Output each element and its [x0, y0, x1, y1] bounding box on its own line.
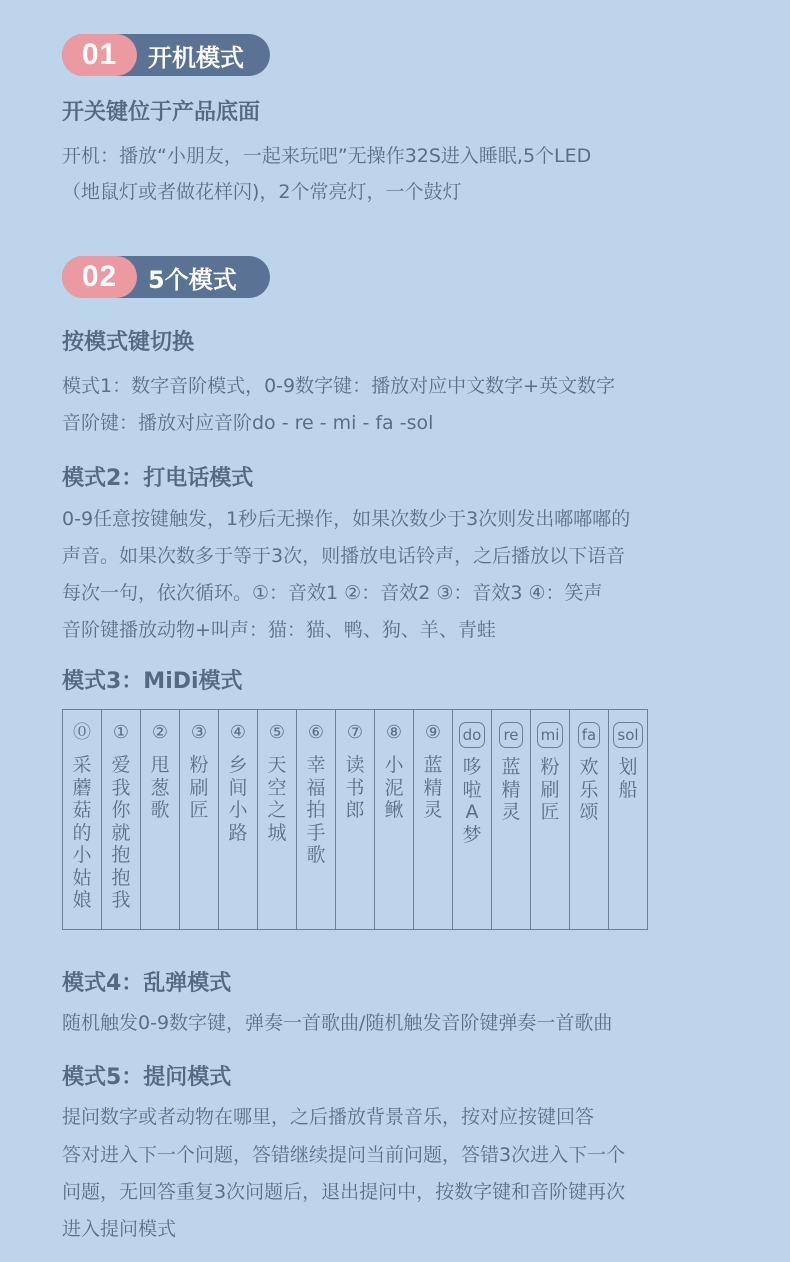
power-switch-heading: 开关键位于产品底面: [62, 100, 261, 125]
section-title: 5个模式: [148, 265, 237, 294]
midi-key-cell: [102, 710, 141, 930]
midi-key-label: ④: [229, 722, 247, 743]
mode4-heading: 模式4：乱弹模式: [62, 971, 232, 996]
midi-key-cell: [180, 710, 219, 930]
mode1-line-2: 音阶键：播放对应音阶do - re - mi - fa -sol: [62, 412, 434, 434]
midi-song-name: 蓝精灵: [501, 756, 521, 823]
midi-song-name: 乡间小路: [228, 754, 248, 844]
midi-song-name: 哆啦A梦: [462, 756, 482, 846]
mode5-heading: 模式5：提问模式: [62, 1065, 232, 1090]
midi-song-name: 采蘑菇的小姑娘: [72, 754, 92, 911]
mode5-line-3: 问题，无回答重复3次问题后，退出提问中，按数字键和音阶键再次: [62, 1181, 626, 1203]
section-number: 02: [62, 256, 137, 298]
mode2-line-1: 0-9任意按键触发，1秒后无操作，如果次数少于3次则发出嘟嘟嘟的: [62, 508, 631, 530]
section-title: 开机模式: [148, 43, 244, 72]
power-on-line-2: （地鼠灯或者做花样闪)，2个常亮灯，一个鼓灯: [62, 181, 462, 203]
midi-key-label: ⑨: [424, 722, 442, 743]
mode2-line-2: 声音。如果次数多于等于3次，则播放电话铃声，之后播放以下语音: [62, 545, 626, 567]
midi-song-name: 欢乐颂: [579, 756, 599, 823]
midi-key-label: ⑧: [385, 722, 403, 743]
section-badge-power-on: [62, 34, 270, 76]
midi-song-name: 爱我你就抱抱我: [111, 754, 131, 911]
midi-key-label: do: [459, 722, 486, 748]
midi-key-label: ①: [112, 722, 130, 743]
midi-song-name: 读书郎: [345, 754, 365, 821]
midi-song-name: 天空之城: [267, 754, 287, 844]
midi-key-cell: [219, 710, 258, 930]
midi-song-name: 划船: [618, 756, 638, 801]
midi-song-name: 粉刷匠: [189, 754, 209, 821]
midi-song-name: 甩葱歌: [150, 754, 170, 821]
midi-key-label: fa: [578, 722, 600, 748]
mode-switch-heading: 按模式键切换: [62, 330, 195, 355]
mode2-line-3: 每次一句，依次循环。①：音效1 ②：音效2 ③：音效3 ④：笑声: [62, 582, 603, 604]
section-badge-modes: [62, 256, 270, 298]
midi-key-label: ⑥: [307, 722, 325, 743]
midi-key-label: ③: [190, 722, 208, 743]
midi-key-row: [63, 710, 648, 930]
midi-key-cell: [453, 710, 492, 930]
midi-key-cell: [375, 710, 414, 930]
mode2-line-4: 音阶键播放动物+叫声：猫：猫、鸭、狗、羊、青蛙: [62, 619, 496, 641]
midi-key-cell: [609, 710, 648, 930]
midi-song-table: [62, 709, 648, 930]
midi-key-cell: [336, 710, 375, 930]
midi-song-name: 蓝精灵: [423, 754, 443, 821]
mode5-line-4: 进入提问模式: [62, 1218, 177, 1240]
mode1-line-1: 模式1：数字音阶模式，0-9数字键：播放对应中文数字+英文数字: [62, 375, 616, 397]
midi-key-label: ⓪: [73, 722, 91, 743]
midi-key-cell: [258, 710, 297, 930]
midi-key-cell: [63, 710, 102, 930]
mode2-heading: 模式2：打电话模式: [62, 466, 254, 491]
mode5-line-2: 答对进入下一个问题，答错继续提问当前问题，答错3次进入下一个: [62, 1144, 626, 1166]
midi-key-cell: [570, 710, 609, 930]
midi-key-label: re: [499, 722, 522, 748]
midi-key-cell: [414, 710, 453, 930]
midi-key-cell: [531, 710, 570, 930]
midi-key-label: sol: [613, 722, 642, 748]
midi-key-label: ②: [151, 722, 169, 743]
midi-key-cell: [492, 710, 531, 930]
midi-key-label: mi: [537, 722, 564, 748]
mode4-line-1: 随机触发0-9数字键，弹奏一首歌曲/随机触发音阶键弹奏一首歌曲: [62, 1012, 613, 1034]
midi-key-label: ⑤: [268, 722, 286, 743]
midi-song-name: 幸福拍手歌: [306, 754, 326, 866]
section-number: 01: [62, 34, 137, 76]
midi-key-cell: [141, 710, 180, 930]
mode3-heading: 模式3：MiDi模式: [62, 669, 243, 694]
midi-key-label: ⑦: [346, 722, 364, 743]
midi-key-cell: [297, 710, 336, 930]
midi-song-name: 粉刷匠: [540, 756, 560, 823]
power-on-line-1: 开机：播放“小朋友，一起来玩吧”无操作32S进入睡眠,5个LED: [62, 145, 592, 167]
midi-song-name: 小泥鳅: [384, 754, 404, 821]
mode5-line-1: 提问数字或者动物在哪里，之后播放背景音乐，按对应按键回答: [62, 1106, 595, 1128]
